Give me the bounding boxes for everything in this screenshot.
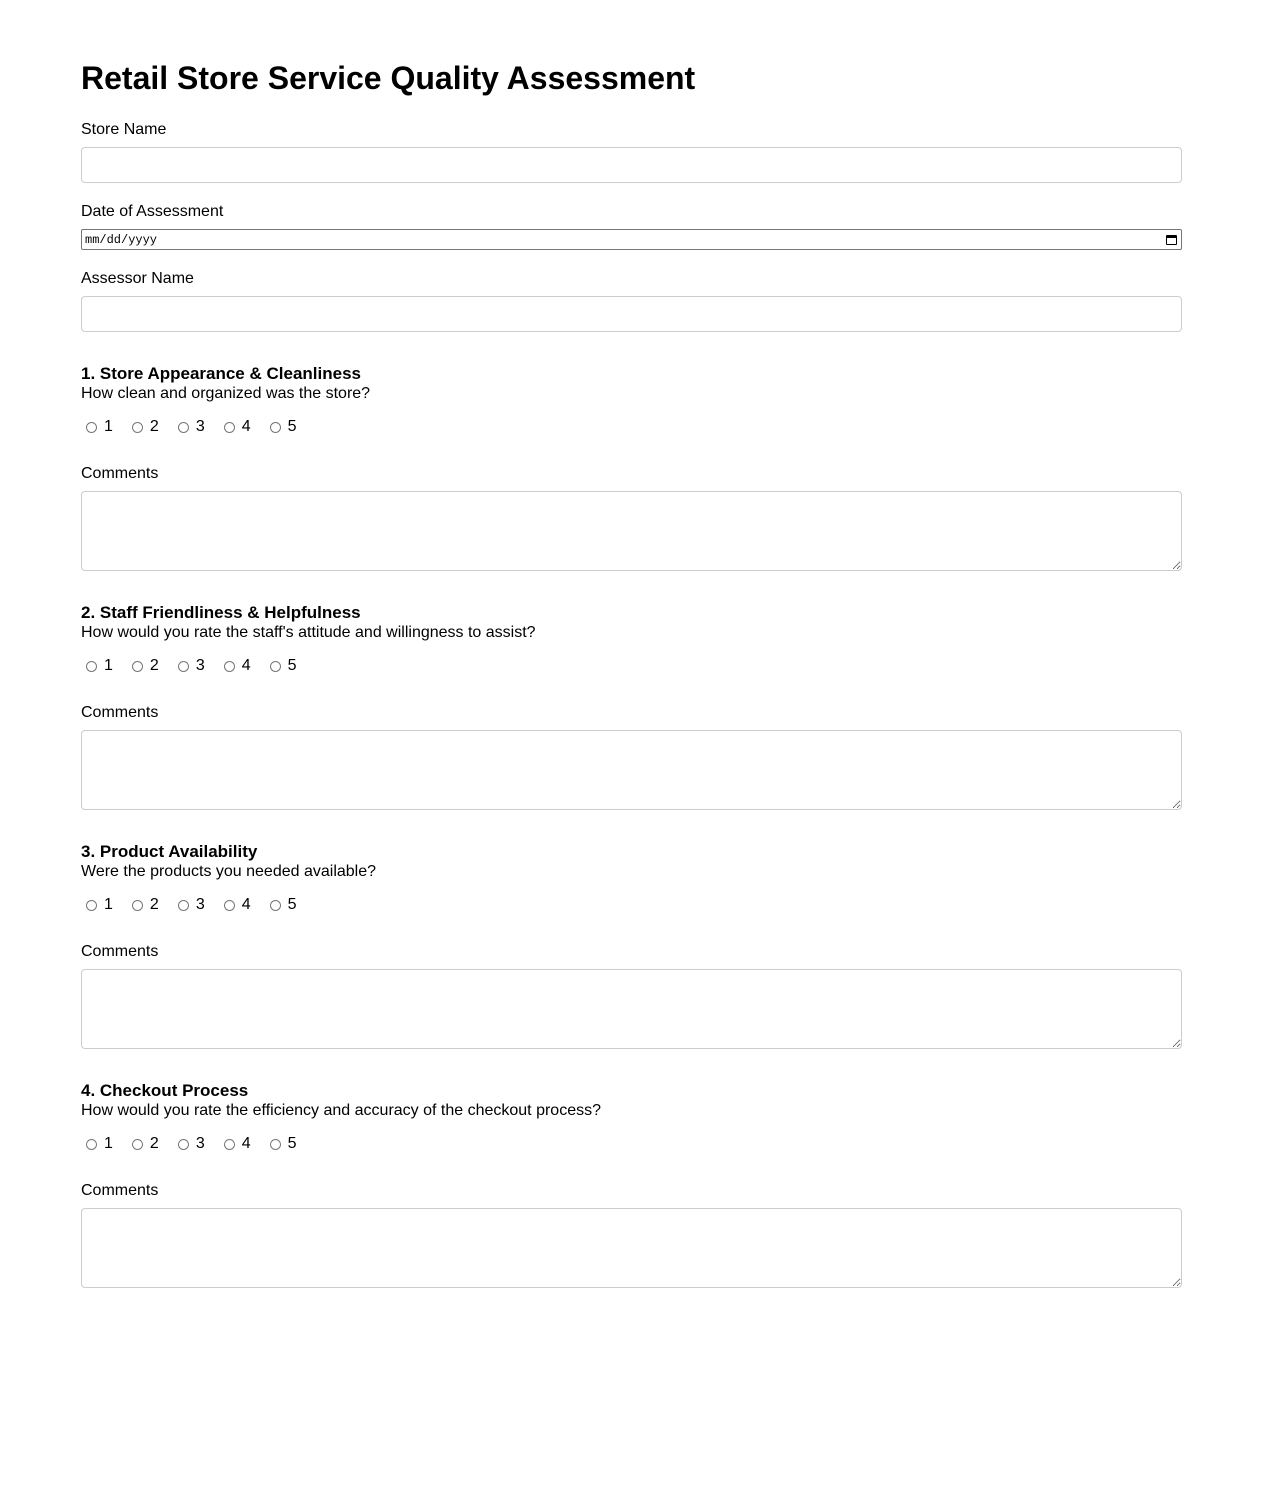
- rating-option-2[interactable]: 2: [127, 896, 159, 914]
- rating-option-1[interactable]: 1: [81, 418, 113, 436]
- rating-option-4[interactable]: 4: [219, 418, 251, 436]
- radio-button[interactable]: [178, 661, 189, 672]
- question-description: Were the products you needed available?: [81, 863, 377, 880]
- radio-button[interactable]: [86, 422, 97, 433]
- radio-button[interactable]: [132, 900, 143, 911]
- radio-button[interactable]: [224, 422, 235, 433]
- comments-label: Comments: [81, 1182, 159, 1199]
- date-label: Date of Assessment: [81, 203, 224, 220]
- comments-textarea[interactable]: [81, 969, 1182, 1049]
- rating-radio-group: [81, 1134, 311, 1154]
- date-input[interactable]: [81, 229, 1182, 250]
- comments-textarea[interactable]: [81, 491, 1182, 571]
- rating-option-5[interactable]: 5: [265, 418, 297, 436]
- rating-option-3[interactable]: 3: [173, 896, 205, 914]
- calendar-icon[interactable]: [1166, 235, 1177, 245]
- comments-label: Comments: [81, 465, 159, 482]
- rating-option-5[interactable]: 5: [265, 896, 297, 914]
- question-section: [81, 1081, 601, 1121]
- radio-button[interactable]: [270, 1139, 281, 1150]
- rating-option-2[interactable]: 2: [127, 418, 159, 436]
- question-title: 4. Checkout Process: [81, 1081, 249, 1100]
- rating-radio-group: [81, 417, 311, 437]
- radio-button[interactable]: [178, 900, 189, 911]
- comments-textarea[interactable]: [81, 1208, 1182, 1288]
- question-description: How clean and organized was the store?: [81, 385, 371, 402]
- assessor-name-input[interactable]: [81, 296, 1182, 332]
- rating-option-1[interactable]: 1: [81, 1135, 113, 1153]
- question-section: [81, 842, 376, 882]
- store-name-input[interactable]: [81, 147, 1182, 183]
- radio-button[interactable]: [270, 422, 281, 433]
- radio-button[interactable]: [132, 1139, 143, 1150]
- rating-option-1[interactable]: 1: [81, 657, 113, 675]
- radio-button[interactable]: [224, 900, 235, 911]
- rating-option-2[interactable]: 2: [127, 1135, 159, 1153]
- rating-option-3[interactable]: 3: [173, 1135, 205, 1153]
- radio-button[interactable]: [86, 900, 97, 911]
- radio-button[interactable]: [132, 661, 143, 672]
- rating-radio-group: [81, 656, 311, 676]
- radio-button[interactable]: [178, 1139, 189, 1150]
- rating-radio-group: [81, 895, 311, 915]
- rating-option-4[interactable]: 4: [219, 1135, 251, 1153]
- rating-option-5[interactable]: 5: [265, 1135, 297, 1153]
- rating-option-5[interactable]: 5: [265, 657, 297, 675]
- radio-button[interactable]: [270, 900, 281, 911]
- rating-option-4[interactable]: 4: [219, 896, 251, 914]
- question-description: How would you rate the staff's attitude and willingness to assist?: [81, 624, 536, 641]
- question-title: 2. Staff Friendliness & Helpfulness: [81, 603, 361, 622]
- question-title: 3. Product Availability: [81, 842, 258, 861]
- radio-button[interactable]: [86, 1139, 97, 1150]
- comments-label: Comments: [81, 704, 159, 721]
- radio-button[interactable]: [86, 661, 97, 672]
- radio-button[interactable]: [178, 422, 189, 433]
- radio-button[interactable]: [224, 661, 235, 672]
- store-name-label: Store Name: [81, 121, 167, 138]
- question-description: How would you rate the efficiency and accuracy of the checkout process?: [81, 1102, 601, 1119]
- question-title: 1. Store Appearance & Cleanliness: [81, 364, 361, 383]
- rating-option-3[interactable]: 3: [173, 657, 205, 675]
- comments-textarea[interactable]: [81, 730, 1182, 810]
- rating-option-2[interactable]: 2: [127, 657, 159, 675]
- rating-option-3[interactable]: 3: [173, 418, 205, 436]
- question-section: [81, 603, 536, 643]
- comments-label: Comments: [81, 943, 159, 960]
- rating-option-4[interactable]: 4: [219, 657, 251, 675]
- rating-option-1[interactable]: 1: [81, 896, 113, 914]
- page-title: Retail Store Service Quality Assessment: [81, 60, 696, 96]
- radio-button[interactable]: [224, 1139, 235, 1150]
- radio-button[interactable]: [270, 661, 281, 672]
- question-section: [81, 364, 370, 404]
- assessor-name-label: Assessor Name: [81, 270, 194, 287]
- date-placeholder: mm/dd/yyyy: [85, 232, 158, 247]
- radio-button[interactable]: [132, 422, 143, 433]
